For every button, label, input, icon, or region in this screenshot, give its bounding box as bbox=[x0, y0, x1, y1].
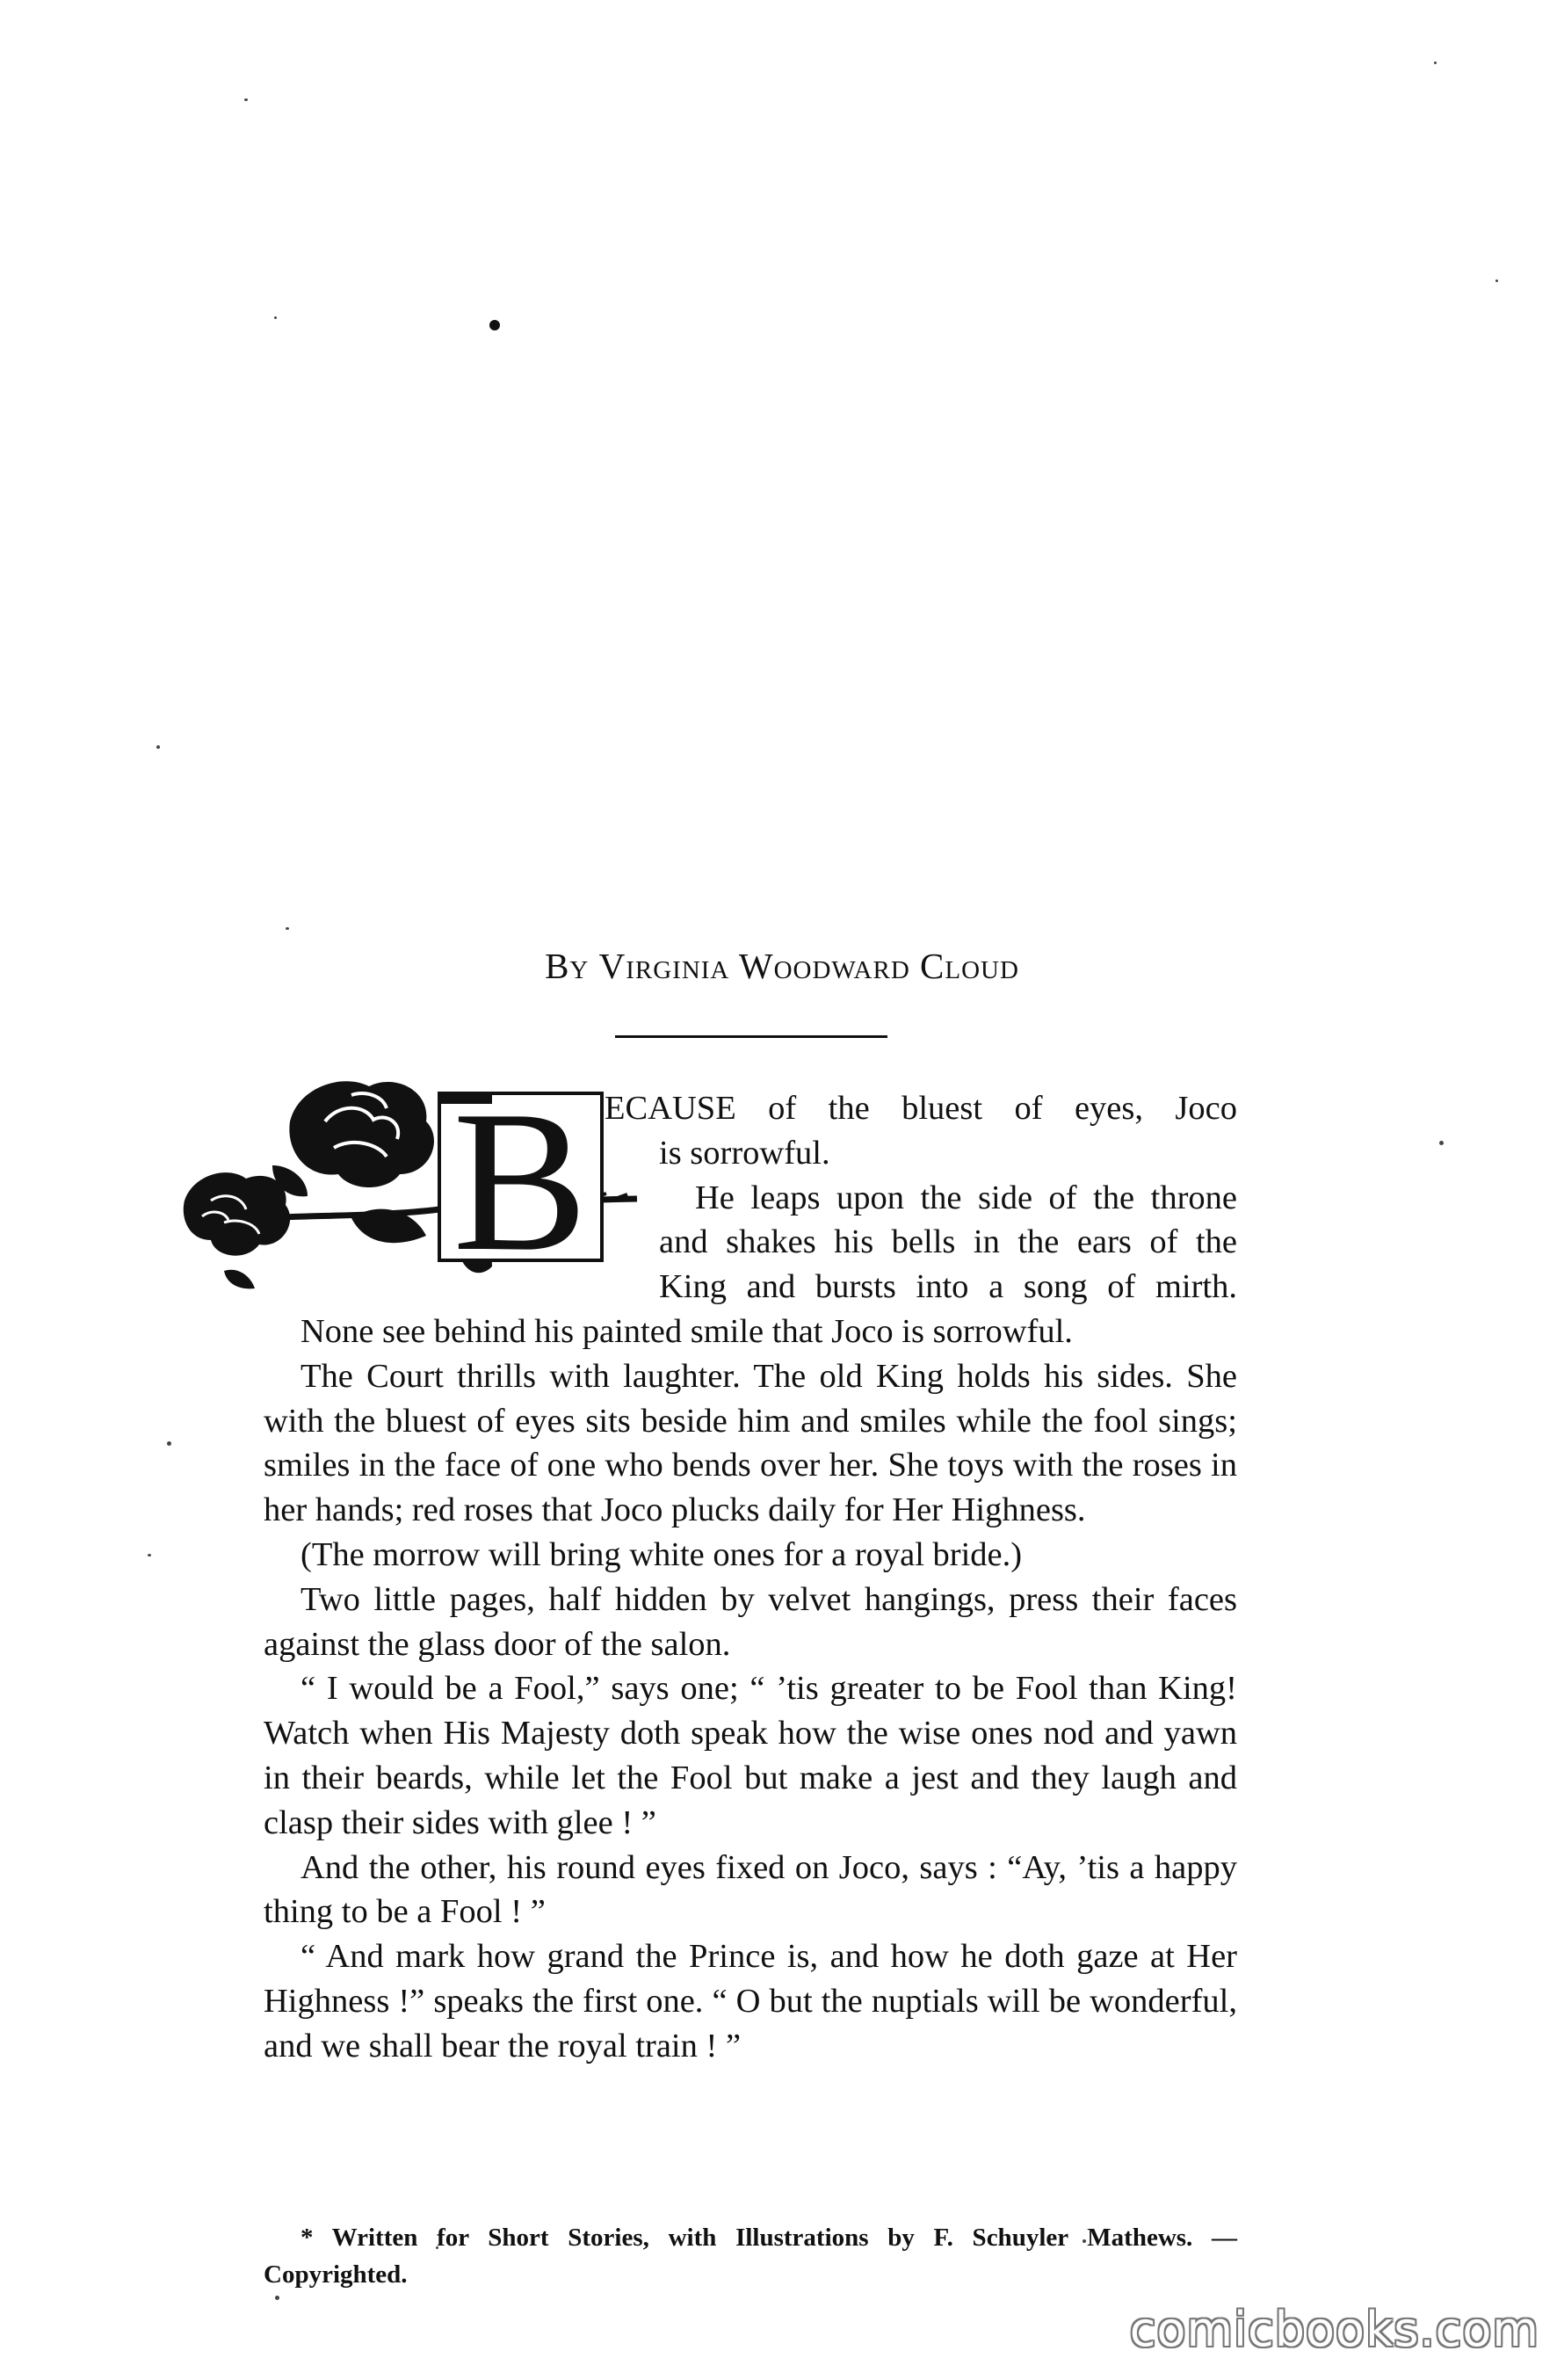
body-paragraph: (The morrow will bring white ones for a royal bride.) bbox=[300, 1535, 1023, 1573]
body-paragraph: “ And mark how grand the Prince is, and how he doth gaze at Her Highness !” speaks the first one. “ O but the nuptials will be wonderful, and we shall bear the royal train ! ” bbox=[264, 1938, 1237, 2064]
opening-line-1: ECAUSE of the bluest of eyes, Joco bbox=[605, 1090, 1237, 1127]
body-paragraph: None see behind his painted smile that Joco is sorrowful. bbox=[300, 1313, 1073, 1350]
footnote bbox=[264, 2219, 1237, 2293]
byline-author: Virginia Woodward Cloud bbox=[598, 946, 1019, 986]
wrapped-line: He leaps upon the side of the throne bbox=[695, 1179, 1237, 1216]
byline-by: By bbox=[545, 946, 590, 986]
body-paragraph: The Court thrills with laughter. The old King holds his sides. She with the bluest of eyes sits beside him and smiles while the fool sings; smiles in the face of one who bends over her. She toys with the roses in her hands; red roses that Joco plucks daily for Her Highness. bbox=[264, 1357, 1237, 1529]
rose-drop-cap-ornament bbox=[176, 1069, 641, 1294]
wrapped-line: and shakes his bells in the ears of the bbox=[659, 1223, 1237, 1261]
watermark-logo: comicbooks.com bbox=[1129, 2302, 1539, 2357]
body-text bbox=[264, 1310, 1237, 2069]
opening-line-2: is sorrowful. bbox=[659, 1134, 830, 1172]
rose-lower bbox=[184, 1172, 290, 1256]
body-paragraph: And the other, his round eyes fixed on Joco, says : “Ay, ’tis a happy thing to be a Fool ! ” bbox=[264, 1848, 1237, 1931]
footnote-text: * Written for Short Stories, with Illustrations by F. Schuyler Mathews. —Copyrighted. bbox=[264, 2224, 1237, 2289]
wrapped-line: King and bursts into a song of mirth. bbox=[659, 1268, 1237, 1306]
opening-paragraphs bbox=[605, 1086, 1237, 1310]
wrapped-paragraph bbox=[605, 1176, 1237, 1310]
drop-cap-letter: B bbox=[453, 1069, 588, 1293]
title-rule bbox=[615, 1035, 887, 1038]
ink-dot bbox=[489, 320, 500, 330]
rose-upper bbox=[289, 1081, 434, 1187]
byline bbox=[264, 945, 1300, 987]
body-paragraph: “ I would be a Fool,” says one; “ ’tis greater to be Fool than King! Watch when His Majesty doth speak how the wise ones nod and yawn in their beards, while let the Fool but make a jest and they laugh and clasp their sides with glee ! ” bbox=[264, 1670, 1237, 1841]
body-paragraph: Two little pages, half hidden by velvet hangings, press their faces against the glass door of the salon. bbox=[264, 1580, 1237, 1663]
